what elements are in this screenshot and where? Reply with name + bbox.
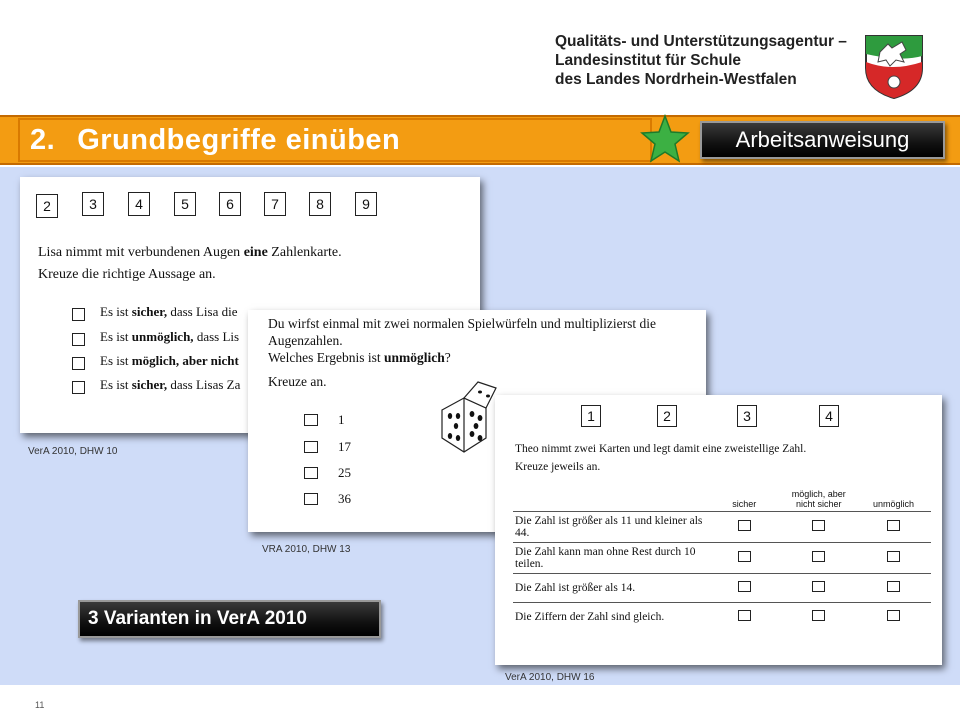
answer-option: Es ist sicher, dass Lisa die xyxy=(100,304,238,319)
arbeitsanweisung-button[interactable]: Arbeitsanweisung xyxy=(700,121,945,159)
number-card: 2 xyxy=(36,194,58,218)
page-title xyxy=(30,124,422,157)
number-card: 2 xyxy=(657,405,677,427)
task-card-dhw16 xyxy=(495,395,942,665)
answer-checkbox[interactable] xyxy=(887,520,900,531)
nrw-crest-icon xyxy=(862,32,926,100)
answer-checkbox[interactable] xyxy=(304,467,318,479)
number-card: 1 xyxy=(581,405,601,427)
green-star-icon[interactable] xyxy=(640,114,690,164)
varianten-button[interactable]: 3 Varianten in VerA 2010 xyxy=(78,600,381,638)
number-card: 9 xyxy=(355,192,377,216)
answer-checkbox[interactable] xyxy=(72,308,85,321)
number-card: 4 xyxy=(819,405,839,427)
answer-checkbox[interactable] xyxy=(72,381,85,394)
column-header: sicher xyxy=(732,499,757,509)
source-caption: VerA 2010, DHW 10 xyxy=(28,446,118,457)
answer-option: 36 xyxy=(338,491,351,506)
number-card: 8 xyxy=(309,192,331,216)
answer-checkbox[interactable] xyxy=(72,333,85,346)
task-text: Theo nimmt zwei Karten und legt damit eine zweistellige Zahl. xyxy=(515,443,807,455)
table-row xyxy=(513,603,931,632)
answer-option: Es ist möglich, aber nicht xyxy=(100,353,239,368)
number-card: 3 xyxy=(82,192,104,216)
answer-table xyxy=(513,481,931,631)
answer-checkbox[interactable] xyxy=(812,610,825,621)
organization-name xyxy=(555,32,847,89)
answer-checkbox[interactable] xyxy=(812,520,825,531)
row-statement: Die Zahl ist größer als 14. xyxy=(513,574,707,603)
number-card: 6 xyxy=(219,192,241,216)
number-card: 7 xyxy=(264,192,286,216)
column-header: unmöglich xyxy=(873,499,915,509)
task-text: Augenzahlen. xyxy=(268,333,343,348)
number-card: 3 xyxy=(737,405,757,427)
answer-checkbox[interactable] xyxy=(887,551,900,562)
task-instruction: Kreuze die richtige Aussage an. xyxy=(38,267,216,282)
answer-checkbox[interactable] xyxy=(887,610,900,621)
source-caption: VerA 2010, DHW 16 xyxy=(505,672,595,683)
table-row xyxy=(513,574,931,603)
column-header: möglich, aber nicht sicher xyxy=(791,489,846,509)
task-question: Welches Ergebnis ist unmöglich? xyxy=(268,350,451,365)
task-text: Lisa nimmt mit verbundenen Augen eine Zahlenkarte. xyxy=(38,245,342,260)
task-instruction: Kreuze jeweils an. xyxy=(515,461,601,473)
answer-checkbox[interactable] xyxy=(738,520,751,531)
answer-checkbox[interactable] xyxy=(887,581,900,592)
answer-checkbox[interactable] xyxy=(304,441,318,453)
org-line: Landesinstitut für Schule xyxy=(555,52,742,69)
title-text: Grundbegriffe einüben xyxy=(77,124,401,156)
source-caption: VRA 2010, DHW 13 xyxy=(262,544,351,555)
row-statement: Die Zahl ist größer als 11 und kleiner als 44. xyxy=(513,512,707,543)
number-card: 5 xyxy=(174,192,196,216)
answer-option: 25 xyxy=(338,465,351,480)
title-number: 2. xyxy=(30,124,56,156)
answer-option: Es ist sicher, dass Lisas Za xyxy=(100,377,241,392)
org-line: Qualitäts- und Unterstützungsagentur – xyxy=(555,33,847,50)
number-card: 4 xyxy=(128,192,150,216)
answer-checkbox[interactable] xyxy=(738,551,751,562)
row-statement: Die Zahl kann man ohne Rest durch 10 teilen. xyxy=(513,543,707,574)
answer-checkbox[interactable] xyxy=(812,551,825,562)
org-line: des Landes Nordrhein-Westfalen xyxy=(555,71,797,88)
page-number: 11 xyxy=(35,700,45,710)
answer-checkbox[interactable] xyxy=(72,357,85,370)
answer-checkbox[interactable] xyxy=(812,581,825,592)
table-row xyxy=(513,543,931,574)
task-text: Du wirfst einmal mit zwei normalen Spielwürfeln und multiplizierst die xyxy=(268,316,657,331)
task-instruction: Kreuze an. xyxy=(268,374,327,389)
answer-checkbox[interactable] xyxy=(304,493,318,505)
answer-option: 1 xyxy=(338,412,345,427)
row-statement: Die Ziffern der Zahl sind gleich. xyxy=(513,603,707,632)
answer-checkbox[interactable] xyxy=(738,581,751,592)
answer-option: 17 xyxy=(338,439,351,454)
answer-checkbox[interactable] xyxy=(738,610,751,621)
answer-option: Es ist unmöglich, dass Lis xyxy=(100,329,240,344)
table-row xyxy=(513,512,931,543)
dice-icon xyxy=(434,374,504,460)
answer-checkbox[interactable] xyxy=(304,414,318,426)
